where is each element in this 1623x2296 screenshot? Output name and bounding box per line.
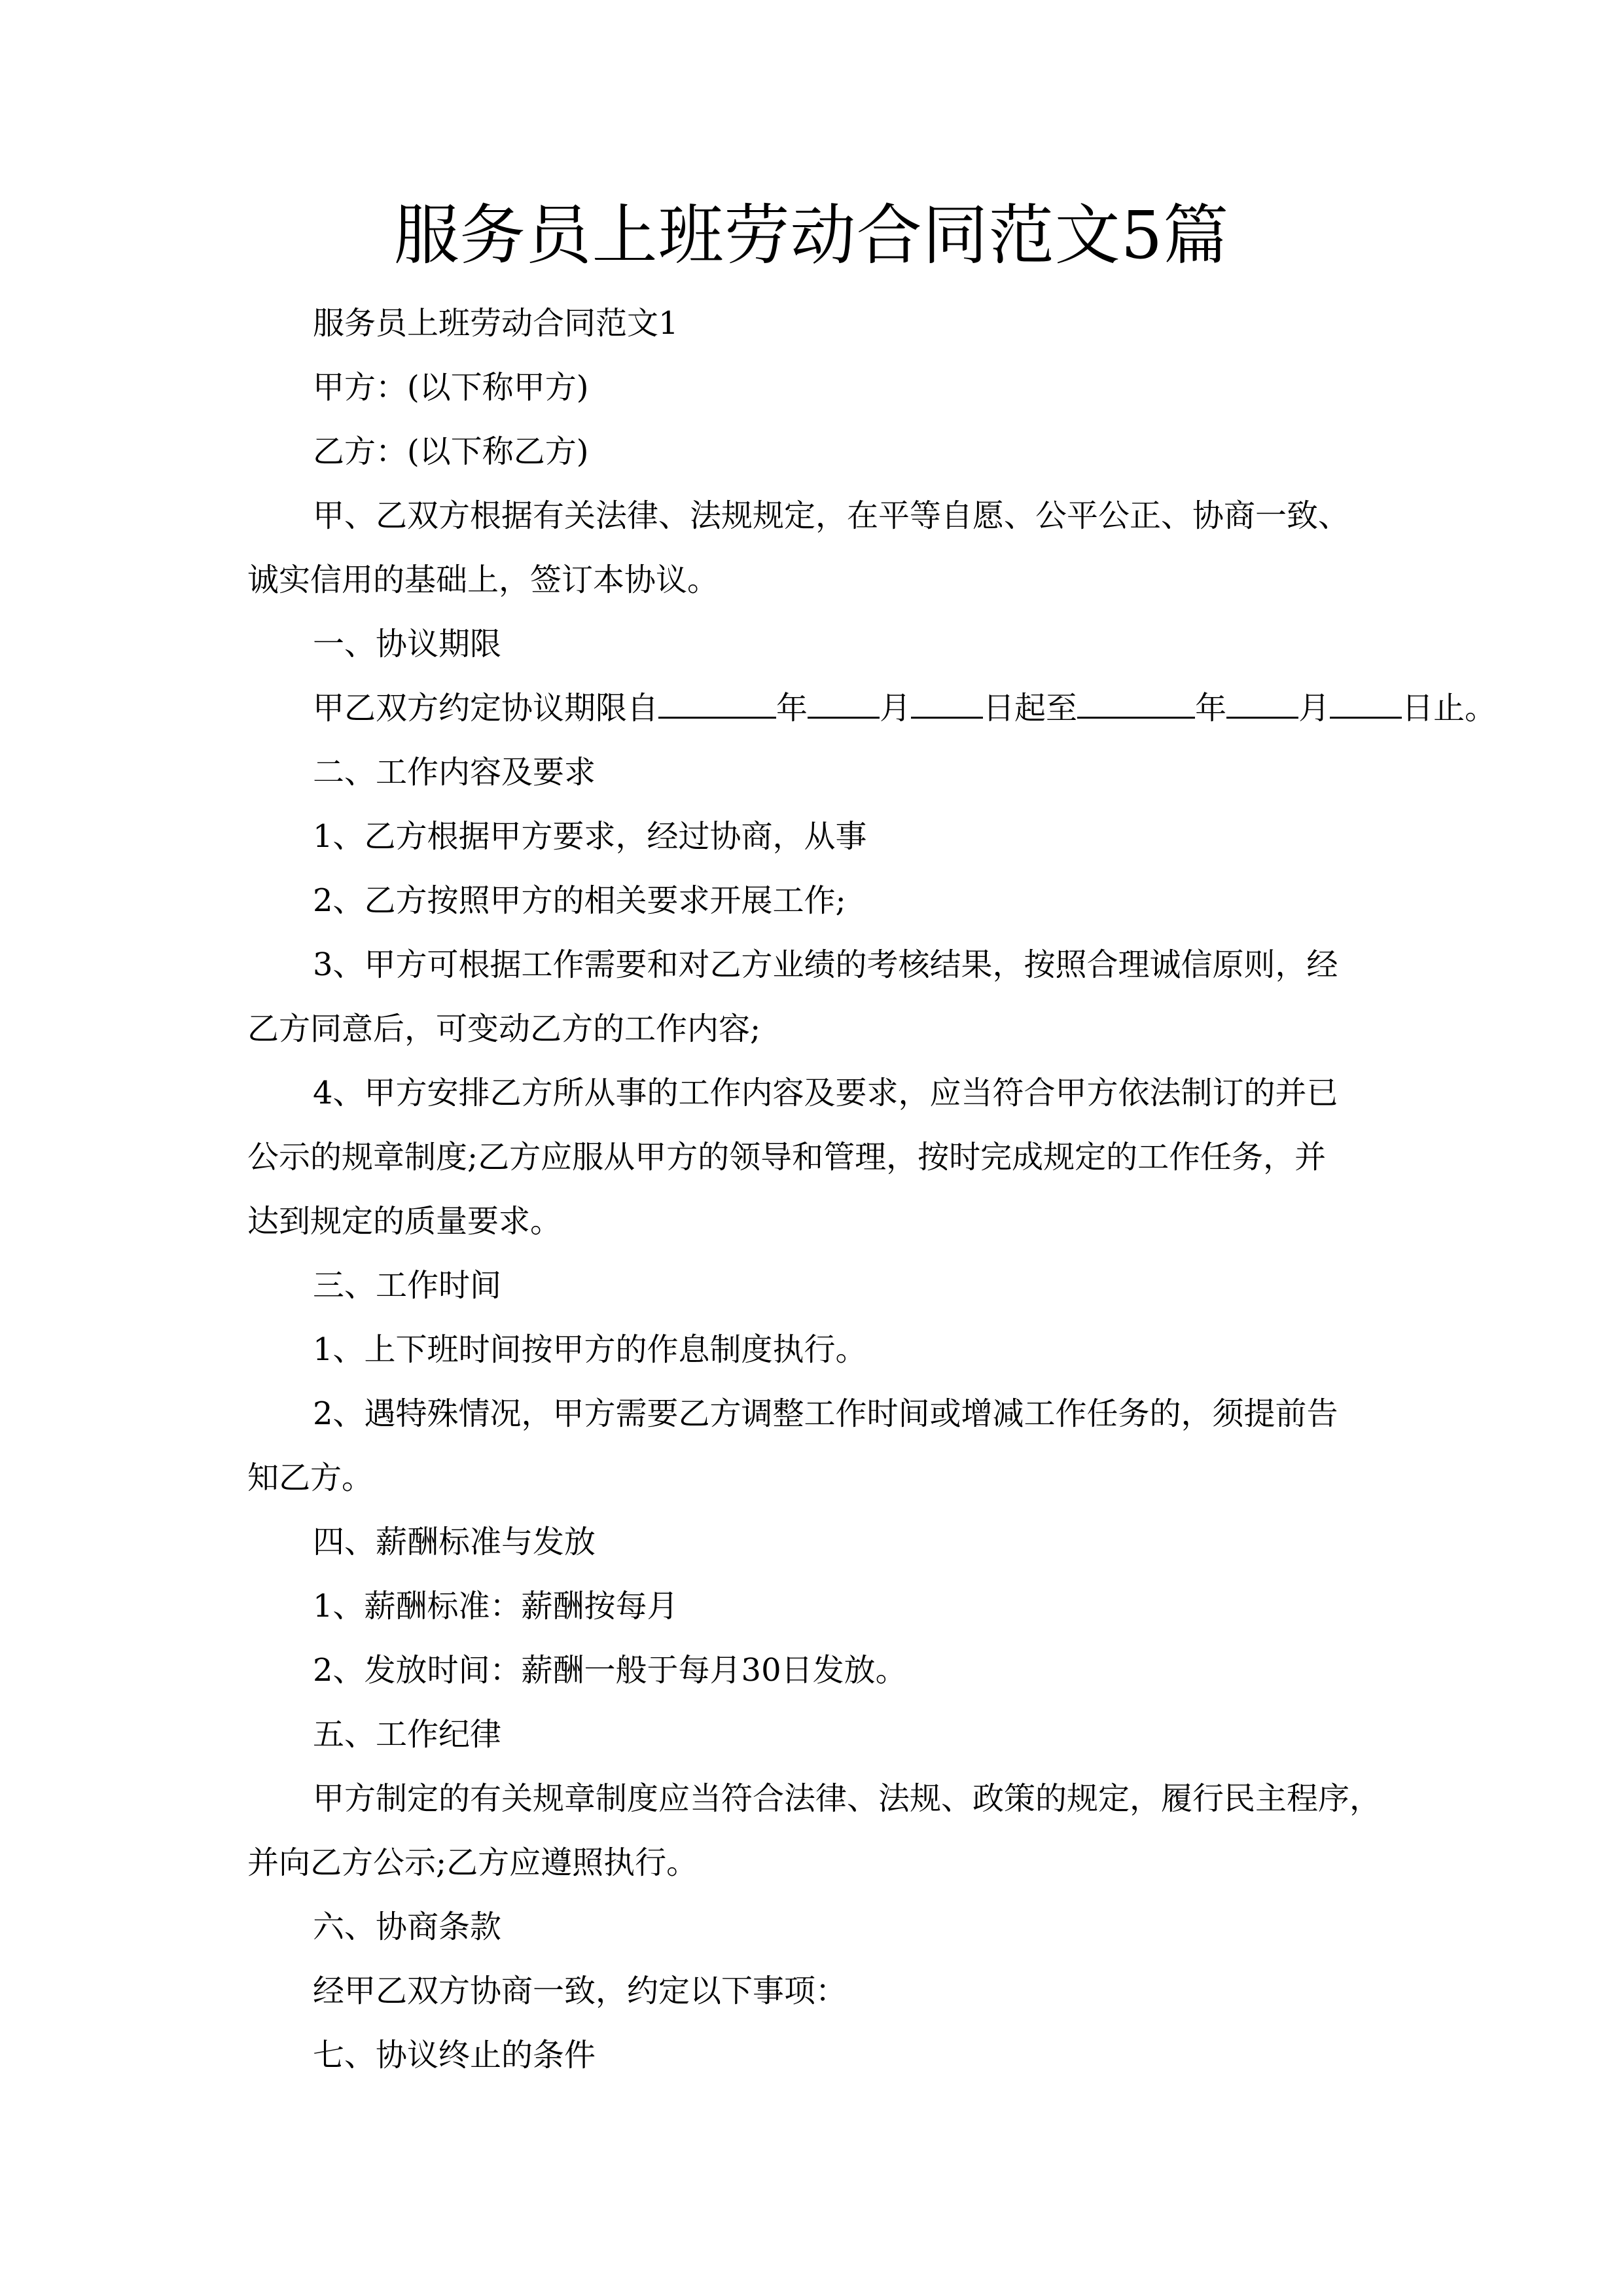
paragraph-salary-2: 2、发放时间：薪酬一般于每月30日发放。 [313,1652,907,1689]
section-heading-term: 一、协议期限 [313,626,502,662]
section-heading-negotiation: 六、协商条款 [313,1909,502,1945]
year-label-2: 年 [1195,690,1227,726]
document-title: 服务员上班劳动合同范文5篇 [393,197,1230,274]
end-day-blank[interactable] [1330,691,1402,719]
paragraph-work-1: 1、乙方根据甲方要求，经过协商，从事 [313,818,867,855]
paragraph-work-2: 2、乙方按照甲方的相关要求开展工作; [313,882,846,919]
day-label-1: 日起至 [983,690,1078,726]
end-month-blank[interactable] [1226,691,1298,719]
start-month-blank[interactable] [808,691,880,719]
start-day-blank[interactable] [911,691,983,719]
section-heading-termination: 七、协议终止的条件 [313,2037,596,2073]
paragraph-term-dates [247,676,1497,740]
paragraph-work-4-line1: 4、甲方安排乙方所从事的工作内容及要求，应当符合甲方依法制订的并已 [313,1075,1338,1111]
end-year-blank[interactable] [1077,691,1195,719]
paragraph-work-3-line1: 3、甲方可根据工作需要和对乙方业绩的考核结果，按照合理诚信原则，经 [313,946,1338,983]
paragraph-preamble-line2: 诚实信用的基础上，签订本协议。 [247,562,719,598]
paragraph-work-3-line2: 乙方同意后，可变动乙方的工作内容; [247,1011,761,1047]
document-body [247,291,1497,2087]
paragraph-discipline-line2: 并向乙方公示;乙方应遵照执行。 [247,1844,698,1881]
paragraph-hours-2-line2: 知乙方。 [247,1460,374,1496]
paragraph-hours-2-line1: 2、遇特殊情况，甲方需要乙方调整工作时间或增减工作任务的，须提前告 [313,1395,1338,1432]
paragraph-party-a: 甲方：(以下称甲方) [313,369,589,406]
section-heading-salary: 四、薪酬标准与发放 [313,1524,596,1560]
paragraph-hours-1: 1、上下班时间按甲方的作息制度执行。 [313,1331,867,1368]
paragraph-work-4-line3: 达到规定的质量要求。 [247,1203,562,1240]
day-label-2: 日止。 [1402,690,1497,726]
month-label-2: 月 [1298,690,1330,726]
start-year-blank[interactable] [658,691,776,719]
paragraph-party-b: 乙方：(以下称乙方) [313,433,589,470]
paragraph-discipline-line1: 甲方制定的有关规章制度应当符合法律、法规、政策的规定，履行民主程序， [313,1780,1382,1817]
paragraph-negotiation: 经甲乙双方协商一致，约定以下事项： [313,1973,847,2009]
section-heading-work-hours: 三、工作时间 [313,1267,502,1304]
paragraph-subtitle: 服务员上班劳动合同范文1 [313,305,679,342]
term-prefix: 甲乙双方约定协议期限自 [313,690,659,726]
section-heading-work-content: 二、工作内容及要求 [313,754,596,791]
month-label-1: 月 [880,690,912,726]
paragraph-preamble-line1: 甲、乙双方根据有关法律、法规规定，在平等自愿、公平公正、协商一致、 [313,497,1350,534]
section-heading-discipline: 五、工作纪律 [313,1716,502,1753]
year-label-1: 年 [776,690,808,726]
paragraph-work-4-line2: 公示的规章制度;乙方应服从甲方的领导和管理，按时完成规定的工作任务，并 [247,1139,1327,1175]
paragraph-salary-1: 1、薪酬标准：薪酬按每月 [313,1588,679,1624]
